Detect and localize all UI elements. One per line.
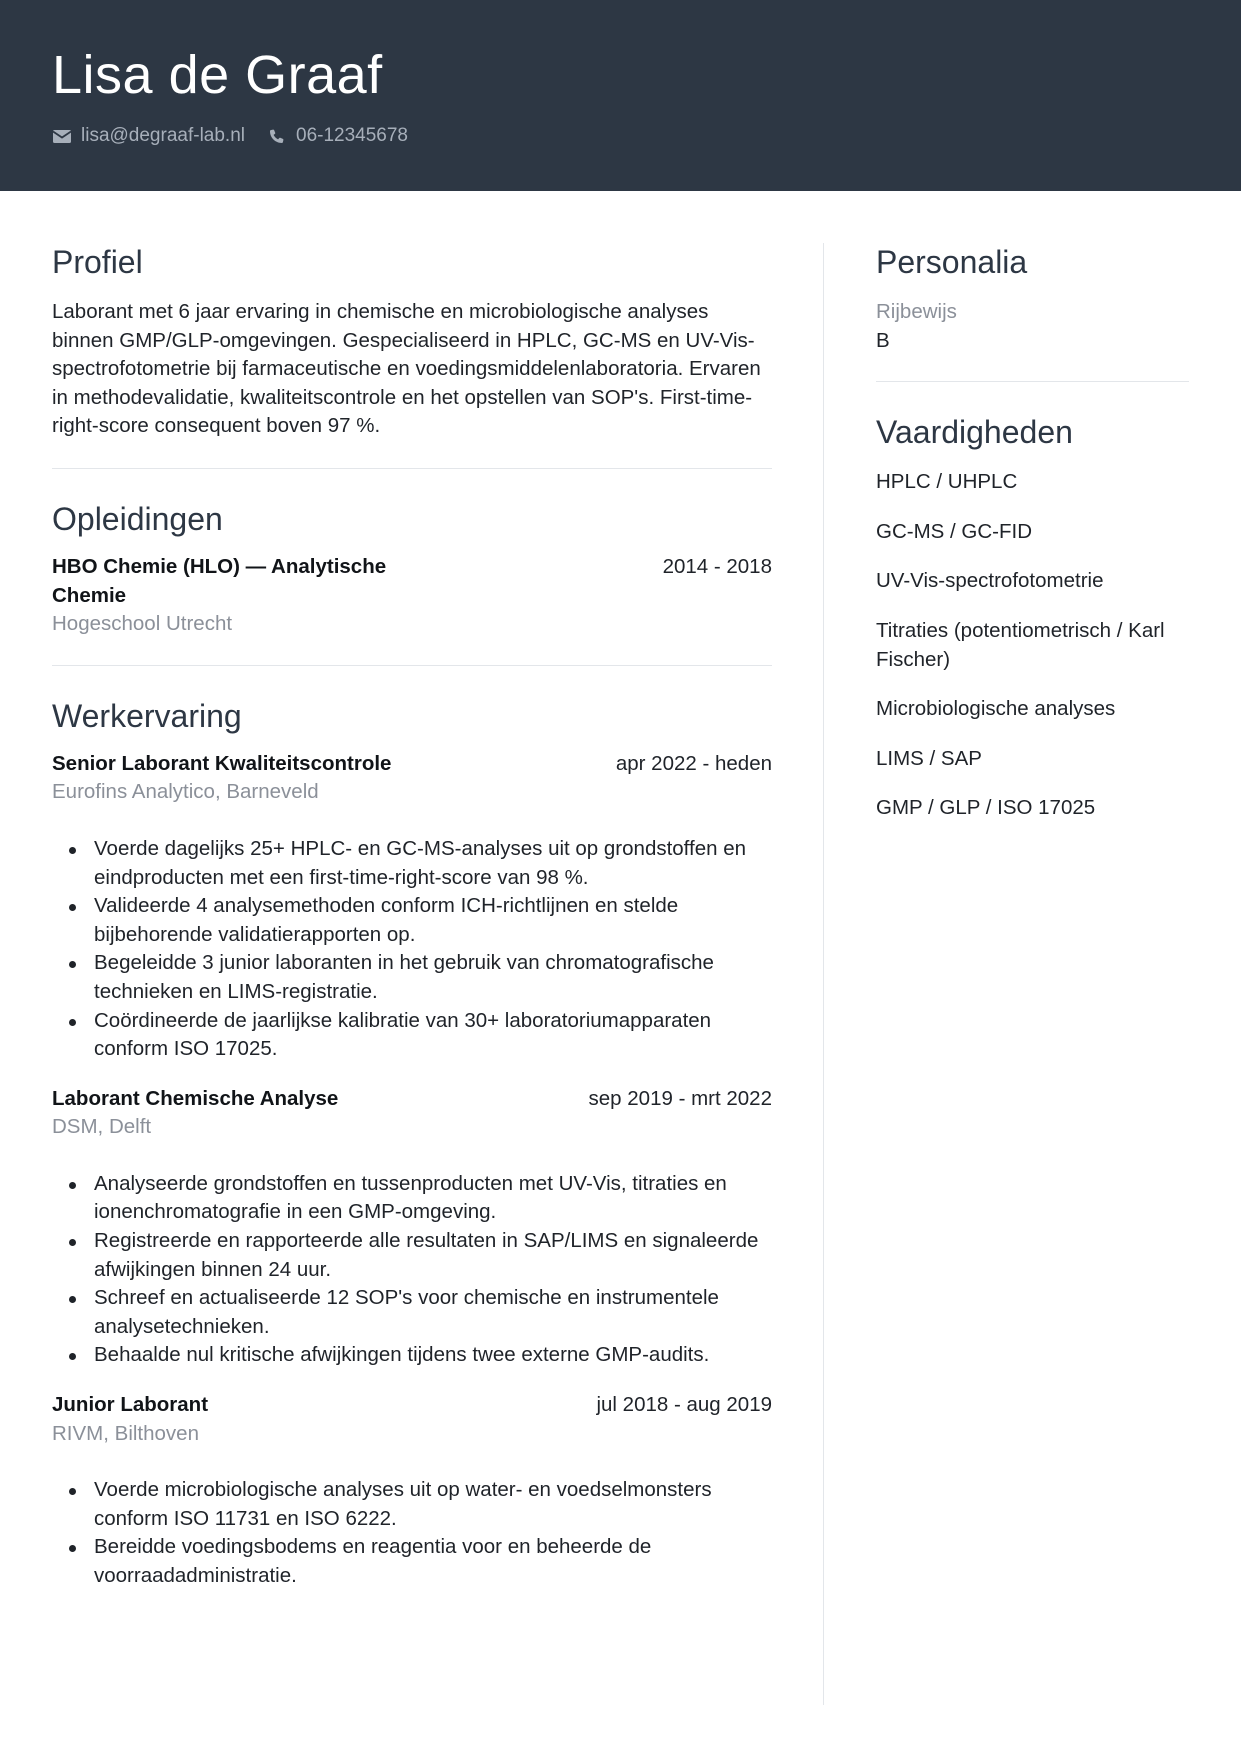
- skill-item: LIMS / SAP: [876, 746, 982, 770]
- job-entry: [52, 1085, 772, 1370]
- education-item-header: [52, 553, 772, 610]
- section-divider: [876, 381, 1189, 382]
- job-bullets: [52, 1476, 772, 1590]
- section-divider: [52, 468, 772, 469]
- column-divider: [823, 243, 824, 1705]
- job-date: sep 2019 - mrt 2022: [588, 1086, 772, 1110]
- main-column: [52, 238, 772, 1591]
- job-bullet: Coördineerde de jaarlijkse kalibratie van 30+ laboratoriumapparaten conform ISO 17025.: [52, 1007, 772, 1064]
- job-header: [52, 1391, 772, 1420]
- experience-heading: Werkervaring: [52, 697, 242, 734]
- education-item: [52, 553, 772, 639]
- education-title: HBO Chemie (HLO) — Analytische Chemie: [52, 554, 387, 607]
- license-value: B: [876, 328, 890, 352]
- candidate-name: Lisa de Graaf: [52, 45, 383, 105]
- job-bullet: Voerde dagelijks 25+ HPLC- en GC-MS-analyses uit op grondstoffen en eindproducten met een first-time-right-score van 98 %.: [52, 835, 772, 892]
- phone-text[interactable]: 06-12345678: [296, 125, 408, 146]
- job-title: Laborant Chemische Analyse: [52, 1086, 339, 1110]
- profile-heading: Profiel: [52, 244, 143, 280]
- experience-section: [52, 692, 772, 1591]
- contact-bar: [52, 123, 430, 149]
- education-date: 2014 - 2018: [662, 554, 772, 578]
- job-bullet: Behaalde nul kritische afwijkingen tijdens twee externe GMP-audits.: [52, 1341, 772, 1370]
- skill-item: UV-Vis-spectrofotometrie: [876, 569, 1104, 593]
- education-heading: Opleidingen: [52, 500, 223, 537]
- job-title: Junior Laborant: [52, 1393, 209, 1417]
- personal-heading: Personalia: [876, 244, 1028, 280]
- job-title: Senior Laborant Kwaliteitscontrole: [52, 751, 392, 775]
- section-divider: [52, 665, 772, 666]
- skill-item: Titraties (potentiometrisch / Karl Fischer): [876, 618, 1165, 671]
- profile-section: [52, 238, 772, 441]
- job-bullet: Valideerde 4 analysemethoden conform ICH-richtlijnen en stelde bijbehorende validatierapporten op.: [52, 892, 772, 949]
- job-bullet: Analyseerde grondstoffen en tussenproducten met UV-Vis, titraties en ionenchromatografie in een GMP-omgeving.: [52, 1170, 772, 1227]
- personal-section: [876, 238, 1189, 355]
- skill-item: GC-MS / GC-FID: [876, 519, 1033, 543]
- skill-item: Microbiologische analyses: [876, 697, 1116, 721]
- skills-list: [876, 468, 1189, 823]
- job-bullets: [52, 1170, 772, 1370]
- job-entry: [52, 750, 772, 1064]
- job-bullet: Begeleidde 3 junior laboranten in het gebruik van chromatografische technieken en LIMS-registratie.: [52, 949, 772, 1006]
- header-banner: [0, 0, 1241, 191]
- education-section: [52, 495, 772, 639]
- job-header: [52, 1085, 772, 1114]
- contact-phone: [267, 125, 408, 147]
- side-column: [876, 238, 1189, 844]
- envelope-icon: [52, 127, 72, 145]
- profile-text: Laborant met 6 jaar ervaring in chemische en microbiologische analyses binnen GMP/GLP-omgevingen. Gespecialiseerd in HPLC, GC-MS en UV-Vis-spectrofotometrie bij farmaceutische en voedingsmiddelenlaboratoria. Ervaren in methodevalidatie, kwaliteitscontrole en het opstellen van SOP's. First-time-right-score consequent boven 97 %.: [52, 300, 761, 438]
- license-label: Rijbewijs: [876, 300, 957, 323]
- job-bullet: Registreerde en rapporteerde alle resultaten in SAP/LIMS en signaleerde afwijkingen binnen 24 uur.: [52, 1227, 772, 1284]
- job-bullets: [52, 835, 772, 1064]
- job-date: jul 2018 - aug 2019: [596, 1393, 772, 1417]
- job-company: DSM, Delft: [52, 1115, 152, 1139]
- skill-item: GMP / GLP / ISO 17025: [876, 796, 1096, 820]
- education-school: Hogeschool Utrecht: [52, 612, 233, 636]
- job-bullet: Schreef en actualiseerde 12 SOP's voor chemische en instrumentele analysetechnieken.: [52, 1284, 772, 1341]
- job-header: [52, 750, 772, 779]
- job-company: RIVM, Bilthoven: [52, 1421, 199, 1445]
- job-bullet: Bereidde voedingsbodems en reagentia voor en beheerde de voorraadadministratie.: [52, 1533, 772, 1590]
- contact-email: [52, 125, 245, 147]
- skills-heading: Vaardigheden: [876, 414, 1073, 451]
- skills-section: [876, 408, 1189, 823]
- job-bullet: Voerde microbiologische analyses uit op water- en voedselmonsters conform ISO 11731 en ISO 6222.: [52, 1476, 772, 1533]
- job-date: apr 2022 - heden: [615, 751, 772, 775]
- email-text[interactable]: lisa@degraaf-lab.nl: [81, 125, 245, 146]
- job-company: Eurofins Analytico, Barneveld: [52, 780, 319, 804]
- skill-item: HPLC / UHPLC: [876, 470, 1018, 494]
- job-entry: [52, 1391, 772, 1591]
- phone-icon: [267, 127, 287, 145]
